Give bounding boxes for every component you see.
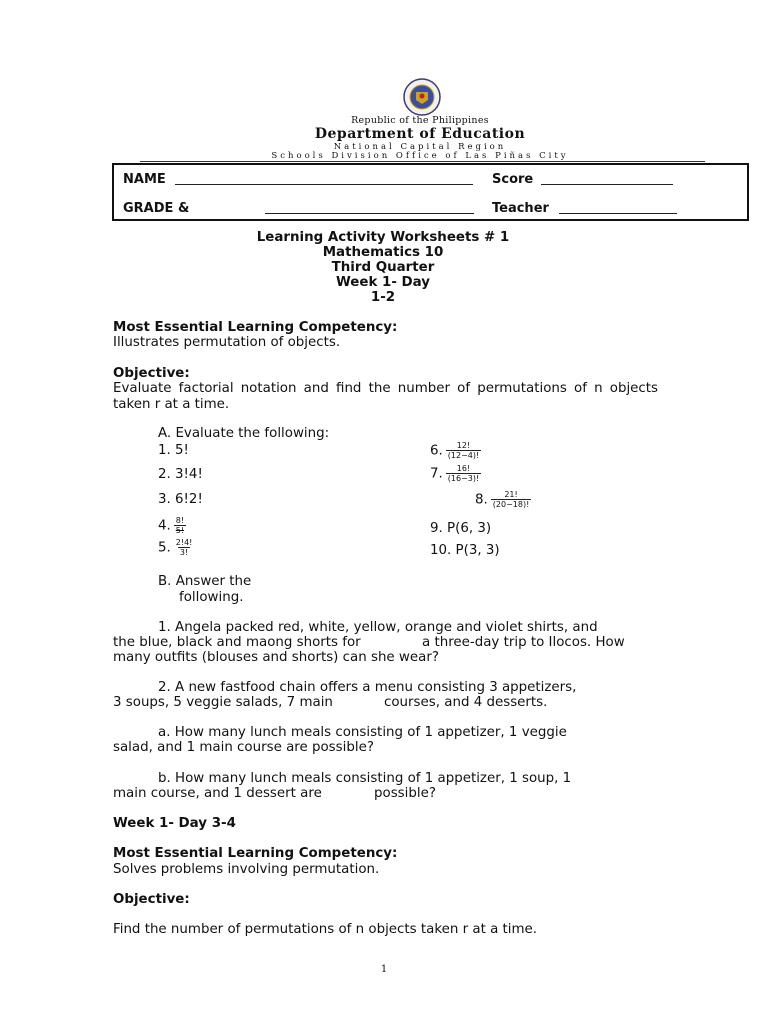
melc-label: Most Essential Learning Competency: — [113, 320, 398, 335]
division-line: Schools Division Office of Las Piñas City — [271, 151, 569, 161]
title-line-5: 1-2 — [370, 290, 396, 305]
department-title: Department of Education — [314, 126, 526, 142]
q2a-line-2: salad, and 1 main course are possible? — [113, 740, 374, 755]
page-number: 1 — [380, 964, 388, 975]
q2-line-1: 2. A new fastfood chain offers a menu consisting 3 appetizers, — [158, 680, 577, 695]
title-line-3: Third Quarter — [331, 260, 435, 275]
item-7-fraction: $\frac{16!}{(16-3)!}$ — [447, 464, 480, 483]
item-6 — [430, 441, 481, 460]
title-line-4: Week 1- Day — [335, 275, 431, 290]
q2b-line-2b: possible? — [374, 786, 436, 801]
grade-label: GRADE & — [123, 201, 190, 216]
item-4-number: 4. — [158, 518, 171, 534]
teacher-field[interactable] — [559, 213, 677, 214]
part-b-heading-2: following. — [179, 590, 244, 605]
score-field[interactable] — [541, 184, 673, 185]
melc-text: Illustrates permutation of objects. — [113, 335, 341, 350]
item-6-number: 6. — [430, 443, 443, 459]
item-8 — [475, 490, 531, 509]
teacher-label: Teacher — [492, 201, 549, 216]
part-b-heading-1: B. Answer the — [158, 574, 252, 589]
republic-line: Republic of the Philippines — [351, 115, 489, 126]
q2-line-2b: courses, and 4 desserts. — [384, 695, 548, 710]
score-label: Score — [492, 172, 534, 187]
name-field[interactable] — [175, 184, 473, 185]
item-5-fraction: $\frac{2!4!}{3!}$ — [175, 538, 193, 557]
objective-label-2: Objective: — [113, 892, 190, 907]
item-2: 2. 3!4! — [158, 467, 203, 482]
objective-text: Evaluate factorial notation and find the number of permutations of n objects taken r at a time. — [113, 381, 658, 412]
melc-label-2: Most Essential Learning Competency: — [113, 846, 398, 861]
item-8-fraction: $\frac{21!}{(20-18)!}$ — [492, 490, 530, 509]
region-line: National Capital Region — [333, 142, 507, 152]
item-5-number: 5. — [158, 540, 171, 556]
q1-line-2b: a three-day trip to Ilocos. How — [422, 635, 625, 650]
header-divider — [140, 161, 705, 162]
grade-field[interactable] — [265, 213, 474, 214]
item-8-number: 8. — [475, 492, 488, 508]
q2b-line-1: b. How many lunch meals consisting of 1 appetizer, 1 soup, 1 — [158, 771, 572, 786]
item-1: 1. 5! — [158, 443, 189, 458]
deped-seal-logo — [386, 78, 458, 116]
item-9: 9. P(6, 3) — [430, 521, 492, 536]
item-10: 10. P(3, 3) — [430, 543, 500, 558]
name-label: NAME — [123, 172, 166, 187]
item-3: 3. 6!2! — [158, 492, 203, 507]
week-day-3-4-label: Week 1- Day 3-4 — [113, 816, 236, 831]
q2-line-2: 3 soups, 5 veggie salads, 7 main — [113, 695, 333, 710]
q1-line-3: many outfits (blouses and shorts) can she wear? — [113, 650, 439, 665]
item-7 — [430, 464, 481, 483]
q2b-line-2: main course, and 1 dessert are — [113, 786, 322, 801]
q1-line-2: the blue, black and maong shorts for — [113, 635, 361, 650]
item-4-fraction: $\frac{8!}{5!}$ — [175, 516, 185, 535]
worksheet-title — [200, 230, 566, 305]
q2a-line-1: a. How many lunch meals consisting of 1 appetizer, 1 veggie — [158, 725, 567, 740]
item-6-fraction: $\frac{12!}{(12-4)!}$ — [447, 441, 480, 460]
melc-text-2: Solves problems involving permutation. — [113, 862, 380, 877]
title-line-2: Mathematics 10 — [322, 245, 444, 260]
item-5 — [158, 538, 194, 557]
item-7-number: 7. — [430, 466, 443, 482]
item-4 — [158, 516, 186, 535]
title-line-1: Learning Activity Worksheets # 1 — [256, 230, 510, 245]
objective-label: Objective: — [113, 366, 190, 381]
q1-line-1: 1. Angela packed red, white, yellow, orange and violet shirts, and — [158, 620, 598, 635]
part-a-heading: A. Evaluate the following: — [158, 426, 330, 441]
objective-text-2: Find the number of permutations of n objects taken r at a time. — [113, 922, 538, 937]
